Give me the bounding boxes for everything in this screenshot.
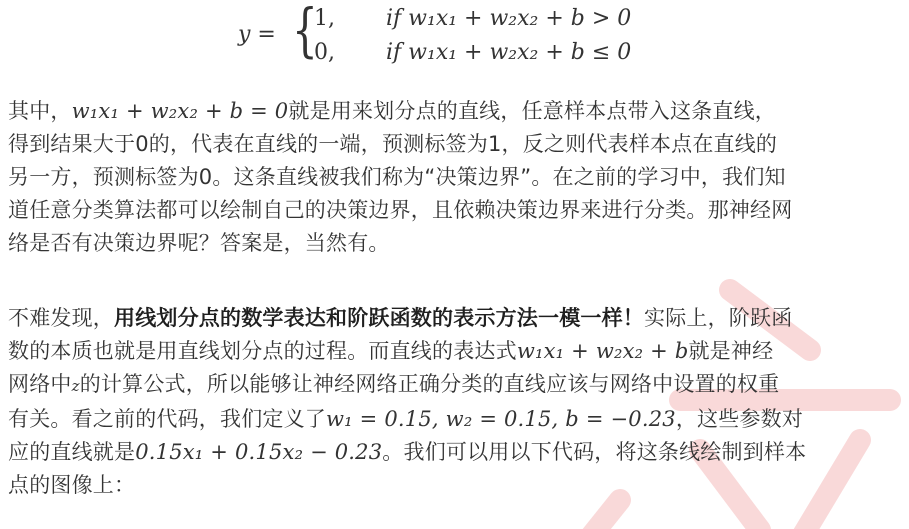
- paragraph2-line4-text-b: ，这些参数对: [675, 407, 804, 431]
- paragraph2-line3-text-a: 网络中: [8, 372, 72, 396]
- paragraph2-line4: [8, 403, 903, 436]
- paragraph1-line1-text-a: 其中，: [8, 99, 72, 123]
- paragraph2-line1-text-a: 不难发现，: [8, 306, 114, 330]
- paragraph2-line2-text-a: 数的本质也就是用直线划分点的过程。而直线的表达式: [8, 339, 517, 363]
- formula-case-1-value: 1,: [314, 6, 335, 31]
- line-equation-math: w₁x₁ + w₂x₂ + b = 0: [71, 99, 289, 123]
- paragraph2-line2-text-b: 就是神经: [688, 339, 774, 363]
- step-function-formula: [238, 0, 698, 68]
- paragraph2-line2: [8, 335, 903, 368]
- line-numeric-math: 0.15x₁ + 0.15x₂ − 0.23: [135, 440, 383, 464]
- paragraph1-line3: 另一方，预测标签为0。这条直线被我们称为“决策边界”。在之前的学习中，我们知: [8, 165, 786, 189]
- line-expression-math: w₁x₁ + w₂x₂ + b: [516, 339, 689, 363]
- paragraph2-line3-text-b: 的计算公式，所以能够让神经网络正确分类的直线应该与网络中设置的权重: [79, 372, 780, 396]
- formula-case-1: [314, 6, 631, 31]
- paragraph2-line1: [8, 302, 903, 335]
- paragraph2-line5: [8, 436, 903, 469]
- paragraph2-line4-text-a: 有关。看之前的代码，我们定义了: [8, 407, 326, 431]
- formula-lhs: y =: [238, 22, 276, 47]
- paragraph-decision-boundary: [8, 95, 903, 260]
- paragraph2-line3: [8, 368, 903, 403]
- z-variable-math: z: [71, 377, 80, 395]
- formula-case-2: [314, 40, 631, 65]
- bold-highlight: 用线划分点的数学表达和阶跃函数的表示方法一模一样！: [114, 306, 644, 330]
- weights-math: w₁ = 0.15, w₂ = 0.15, b = −0.23: [326, 407, 676, 431]
- paragraph-step-function: [8, 302, 903, 502]
- paragraph2-line6: 点的图像上：: [8, 473, 136, 497]
- paragraph2-line5-text-a: 应的直线就是: [8, 440, 136, 464]
- paragraph2-line1-text-b: 实际上，阶跃函: [644, 306, 793, 330]
- paragraph1-line2: 得到结果大于0的，代表在直线的一端，预测标签为1，反之则代表样本点在直线的: [8, 132, 778, 156]
- formula-case-1-condition: if w₁x₁ + w₂x₂ + b > 0: [386, 6, 632, 31]
- formula-brace: {: [292, 0, 318, 64]
- paragraph2-line5-text-b: 。我们可以用以下代码，将这条线绘制到样本: [382, 440, 807, 464]
- paragraph1-line4: 道任意分类算法都可以绘制自己的决策边界，且依赖决策边界来进行分类。那神经网: [8, 198, 793, 222]
- paragraph1-line1-text-b: 就是用来划分点的直线，任意样本点带入这条直线，: [288, 99, 776, 123]
- formula-case-2-condition: if w₁x₁ + w₂x₂ + b ≤ 0: [386, 40, 632, 65]
- paragraph1-line5: 络是否有决策边界呢？答案是，当然有。: [8, 231, 390, 255]
- paragraph1-line1: [8, 95, 903, 128]
- formula-case-2-value: 0,: [314, 40, 335, 65]
